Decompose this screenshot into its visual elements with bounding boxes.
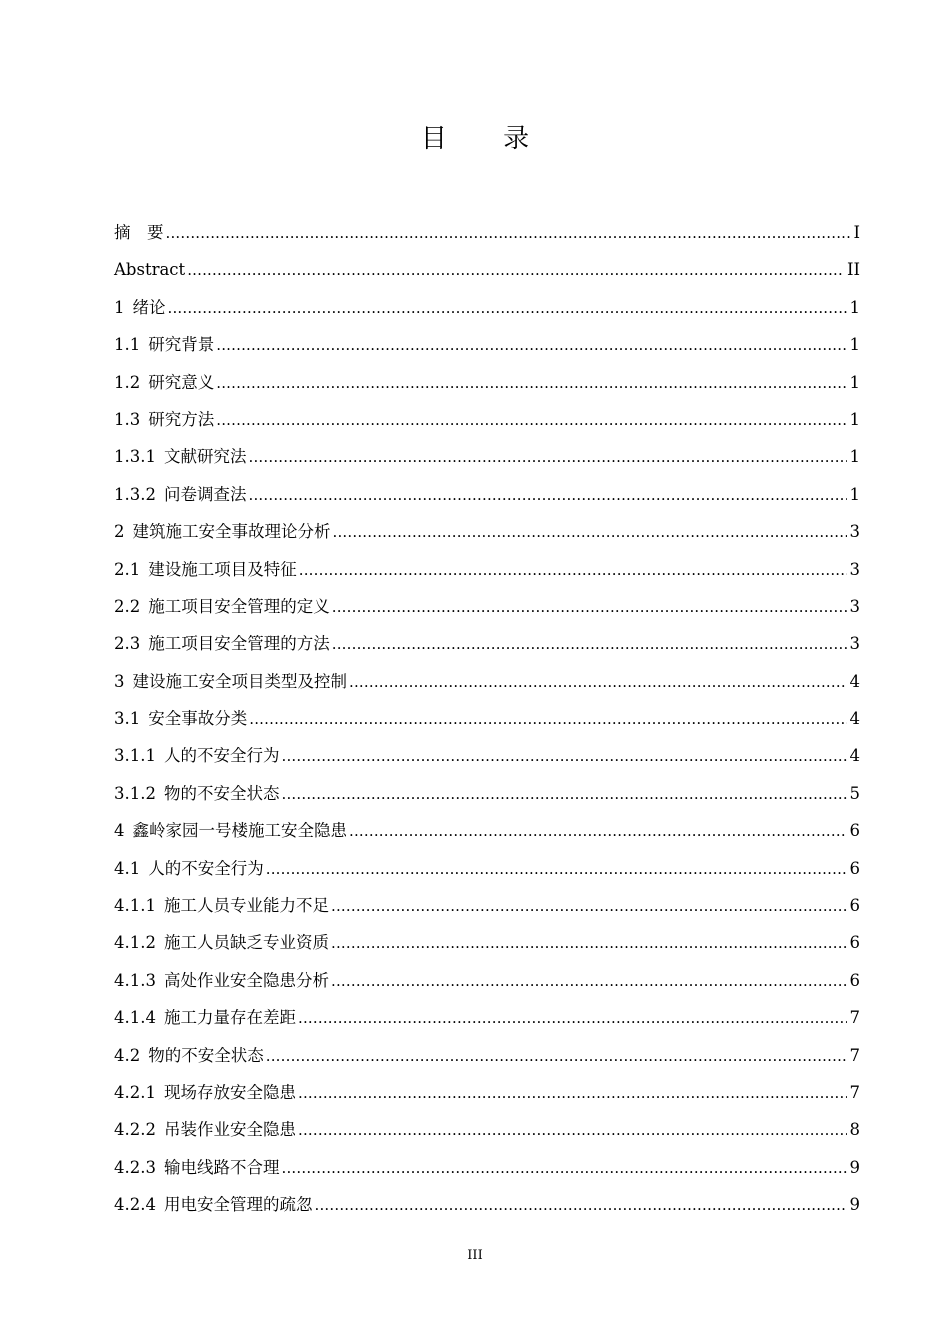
toc-entry-label: 建设施工项目及特征 [148,559,297,579]
toc-entry-label: 用电安全管理的疏忽 [163,1195,313,1215]
toc-entry-label: 施工项目安全管理的方法 [148,634,330,654]
toc-entry-page: 5 [849,783,860,803]
dot-leader [281,1149,846,1187]
toc-entry[interactable] [114,663,860,700]
toc-entry[interactable] [114,551,860,588]
toc-entry-label: 建设施工安全项目类型及控制 [132,671,347,691]
toc-entry[interactable] [114,812,860,849]
dot-leader [266,1037,847,1075]
toc-entry[interactable] [114,999,860,1036]
toc-entry-number: 1.3.1 [114,447,156,467]
toc-entry[interactable] [114,1186,860,1223]
toc-entry-label: 文献研究法 [163,447,247,467]
dot-leader [281,737,846,775]
toc-entry[interactable] [114,214,860,251]
dot-leader [331,962,847,1000]
toc-entry[interactable] [114,476,860,513]
toc-entry-number: 4 [114,821,125,841]
toc-entry-label: 研究方法 [148,409,215,429]
dot-leader [331,887,847,925]
toc-entry-page: 1 [849,372,860,392]
dot-leader [266,850,847,888]
toc-entry[interactable] [114,737,860,774]
dot-leader [166,214,851,252]
toc-entry-number: 4.2 [114,1045,141,1065]
toc-entry-number: 4.2.3 [114,1157,156,1177]
toc-entry-page: 3 [849,596,860,616]
toc-entry[interactable] [114,1074,860,1111]
toc-entry-label: 施工项目安全管理的定义 [148,596,330,616]
toc-entry[interactable] [114,513,860,550]
dot-leader [298,999,847,1037]
toc-entry-number: 3.1.2 [114,783,156,803]
toc-entry-number: 2.3 [114,634,141,654]
toc-entry-page: 8 [849,1120,860,1140]
toc-entry-page: 6 [849,821,860,841]
toc-entry-number: 4.2.2 [114,1120,156,1140]
toc-entry[interactable] [114,924,860,961]
toc-entry-page: 6 [849,896,860,916]
toc-entry-page: 1 [849,447,860,467]
toc-entry[interactable] [114,326,860,363]
toc-entry-page: 7 [849,1082,860,1102]
page-title: 目 录 [420,124,554,154]
dot-leader [332,588,847,626]
dot-leader [349,663,847,701]
toc-entry-number: 2 [114,522,125,542]
toc-entry-page: 6 [849,970,860,990]
toc-entry-number: 4.2.1 [114,1082,156,1102]
toc-entry-label: 施工力量存在差距 [163,1008,296,1028]
toc-entry-label: 研究背景 [148,335,215,355]
toc-entry-label: 人的不安全行为 [163,746,280,766]
dot-leader [216,364,846,402]
toc-entry[interactable] [114,625,860,662]
toc-entry-page: 7 [849,1008,860,1028]
toc-entry-number: 3.1 [114,709,141,729]
toc-entry-number: 1.3.2 [114,484,156,504]
toc-entry-label: 输电线路不合理 [163,1157,280,1177]
toc-entry-label: 吊装作业安全隐患 [163,1120,296,1140]
toc-entry[interactable] [114,289,860,326]
toc-entry-number: 4.2.4 [114,1195,156,1215]
toc-entry[interactable] [114,251,860,288]
toc-entry[interactable] [114,700,860,737]
toc-entry-page: 1 [849,484,860,504]
table-of-contents [114,214,860,1224]
page-number: III [467,1248,483,1263]
toc-entry[interactable] [114,775,860,812]
dot-leader [333,513,847,551]
toc-entry-page: 1 [849,409,860,429]
dot-leader [298,1074,847,1112]
toc-entry-number: 1.1 [114,335,141,355]
toc-entry[interactable] [114,438,860,475]
toc-entry-page: 4 [849,671,860,691]
toc-entry[interactable] [114,962,860,999]
dot-leader [216,326,846,364]
toc-entry-label: 高处作业安全隐患分析 [163,970,329,990]
toc-entry-number: 2.2 [114,596,141,616]
toc-entry-page: 7 [849,1045,860,1065]
dot-leader [299,551,847,589]
toc-entry-number: 4.1.4 [114,1008,156,1028]
toc-entry[interactable] [114,887,860,924]
toc-entry-page: 3 [849,522,860,542]
dot-leader [248,438,846,476]
dot-leader [314,1186,846,1224]
toc-entry-label: 人的不安全行为 [148,858,264,878]
toc-entry-page: II [846,260,860,280]
toc-entry-page: 6 [849,933,860,953]
toc-entry[interactable] [114,588,860,625]
toc-entry-label: Abstract [114,260,186,280]
dot-leader [349,812,847,850]
toc-entry-number: 1.3 [114,409,141,429]
toc-entry-number: 1 [114,297,125,317]
toc-entry[interactable] [114,1149,860,1186]
toc-entry-number: 4.1.1 [114,896,156,916]
toc-entry-label: 绪论 [132,297,166,317]
toc-entry-label: 建筑施工安全事故理论分析 [132,522,331,542]
toc-entry-number: 4.1 [114,858,141,878]
dot-leader [332,625,847,663]
toc-entry-number: 4.1.3 [114,970,156,990]
toc-entry[interactable] [114,850,860,887]
toc-entry-label: 摘 要 [114,223,164,242]
dot-leader [281,775,846,813]
toc-entry-page: 4 [849,746,860,766]
dot-leader [168,289,847,327]
toc-entry-page: 3 [849,634,860,654]
toc-entry-page: 4 [849,709,860,729]
toc-entry-number: 2.1 [114,559,141,579]
toc-entry-page: 9 [849,1157,860,1177]
toc-entry-page: 9 [849,1195,860,1215]
toc-entry-number: 4.1.2 [114,933,156,953]
toc-entry-number: 3.1.1 [114,746,156,766]
toc-entry-label: 现场存放安全隐患 [163,1082,296,1102]
dot-leader [331,924,847,962]
toc-entry-page: 6 [849,858,860,878]
toc-entry-page: 3 [849,559,860,579]
toc-entry[interactable] [114,1037,860,1074]
toc-entry-label: 施工人员缺乏专业资质 [163,933,329,953]
toc-entry-label: 问卷调查法 [163,484,247,504]
toc-entry-number: 3 [114,671,125,691]
toc-entry-number: 1.2 [114,372,141,392]
toc-entry-label: 研究意义 [148,372,215,392]
toc-entry-page: I [853,223,860,242]
dot-leader [216,401,846,439]
toc-entry-label: 物的不安全状态 [163,783,280,803]
toc-entry[interactable] [114,401,860,438]
dot-leader [248,476,846,514]
toc-entry-label: 安全事故分类 [148,709,248,729]
toc-entry-label: 鑫岭家园一号楼施工安全隐患 [132,821,347,841]
dot-leader [249,700,846,738]
dot-leader [298,1111,847,1149]
toc-entry-page: 1 [849,297,860,317]
toc-entry-label: 施工人员专业能力不足 [163,896,329,916]
toc-entry-label: 物的不安全状态 [148,1045,264,1065]
toc-entry-page: 1 [849,335,860,355]
dot-leader [187,251,844,289]
toc-entry[interactable] [114,1111,860,1148]
toc-entry[interactable] [114,364,860,401]
